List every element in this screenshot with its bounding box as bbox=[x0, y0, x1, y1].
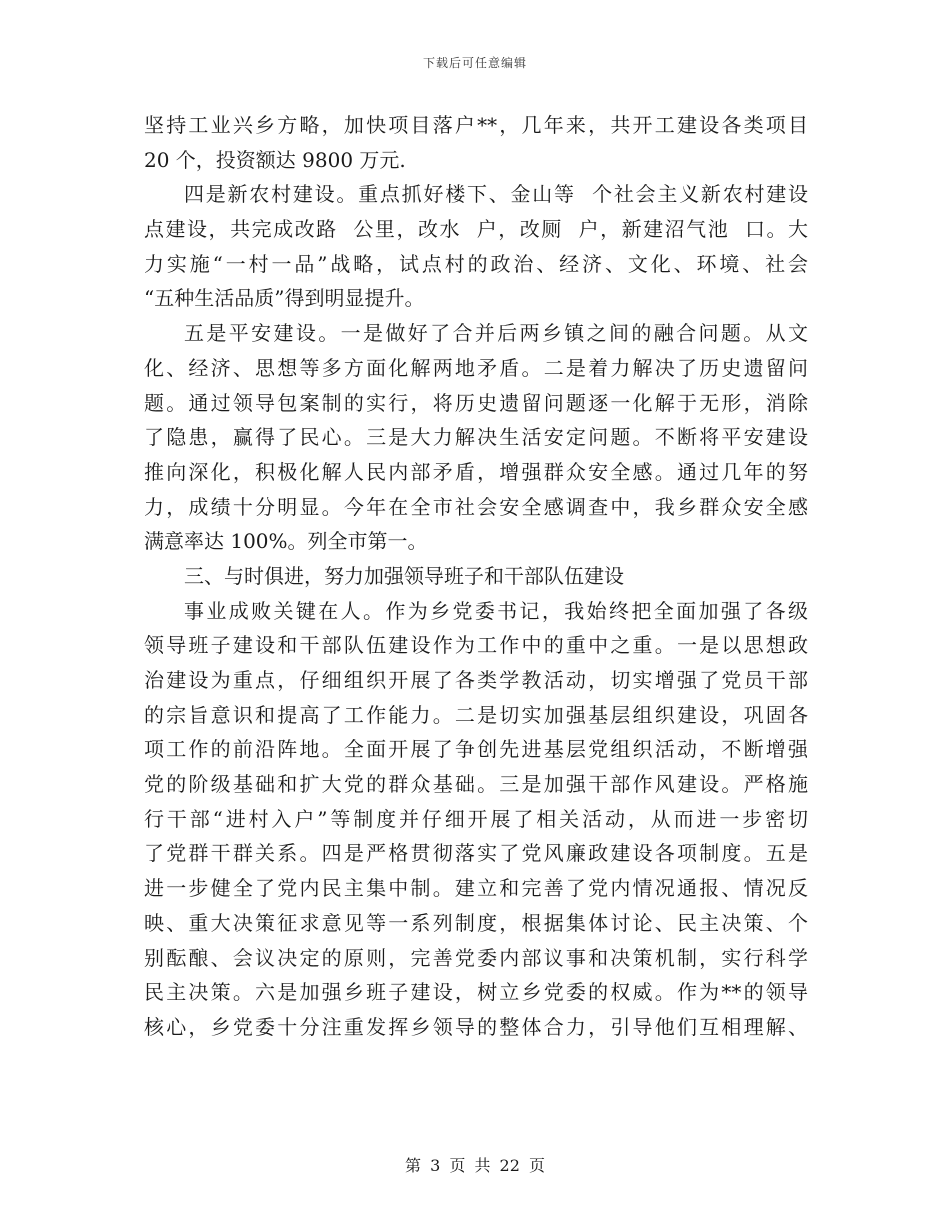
text-line: 坚持工业兴乡方略，加快项目落户**，几年来，共开工建设各类项目 bbox=[144, 113, 808, 137]
text-line: 项工作的前沿阵地。全面开展了争创先进基层党组织活动，不断增强 bbox=[144, 737, 808, 762]
text-line: 题。通过领导包案制的实行，将历史遗留问题逐一化解于无形，消除 bbox=[144, 390, 808, 415]
text-line: 民主决策。六是加强乡班子建设，树立乡党委的权威。作为**的领导 bbox=[144, 980, 808, 1005]
text-line: 进一步健全了党内民主集中制。建立和完善了党内情况通报、情况反 bbox=[144, 876, 808, 901]
text-line: 力实施“一村一品”战略，试点村的政治、经济、文化、环境、社会 bbox=[144, 251, 808, 276]
text-line: 化、经济、思想等多方面化解两地矛盾。二是着力解决了历史遗留问 bbox=[144, 355, 808, 380]
text-line: 推向深化，积极化解人民内部矛盾，增强群众安全感。通过几年的努 bbox=[144, 459, 808, 484]
text-line: 20 个，投资额达 9800 万元. bbox=[144, 147, 406, 172]
text-line: 了党群干群关系。四是严格贯彻落实了党风廉政建设各项制度。五是 bbox=[144, 841, 808, 866]
text-line: 领导班子建设和干部队伍建设作为工作中的重中之重。一是以思想政 bbox=[144, 633, 808, 658]
text-line: 的宗旨意识和提高了工作能力。二是切实加强基层组织建设，巩固各 bbox=[144, 702, 808, 727]
text-line: 了隐患，赢得了民心。三是大力解决生活安定问题。不断将平安建设 bbox=[144, 425, 808, 450]
text-line: 力，成绩十分明显。今年在全市社会安全感调查中，我乡群众安全感 bbox=[144, 494, 808, 519]
document-body bbox=[144, 108, 808, 1045]
text-line: 四是新农村建设。重点抓好楼下、金山等 个社会主义新农村建设 bbox=[184, 182, 808, 207]
text-line: 党的阶级基础和扩大党的群众基础。三是加强干部作风建设。严格施 bbox=[144, 772, 808, 797]
text-line: 治建设为重点，仔细组织开展了各类学教活动，切实增强了党员干部 bbox=[144, 668, 808, 692]
page-footer: 第 3 页 共 22 页 bbox=[405, 1156, 545, 1175]
text-line: 点建设，共完成改路 公里，改水 户，改厕 户，新建沼气池 口。大 bbox=[144, 217, 808, 242]
text-line: 行干部“进村入户”等制度并仔细开展了相关活动，从而进一步密切 bbox=[144, 806, 808, 831]
text-line: 满意率达 100%。列全市第一。 bbox=[144, 529, 428, 554]
text-line: 别酝酿、会议决定的原则，完善党委内部议事和决策机制，实行科学 bbox=[144, 945, 808, 970]
page-header: 下载后可任意编辑 bbox=[422, 56, 527, 70]
text-line: 核心，乡党委十分注重发挥乡领导的整体合力，引导他们互相理解、 bbox=[144, 1014, 808, 1039]
text-line: 映、重大决策征求意见等一系列制度，根据集体讨论、民主决策、个 bbox=[144, 910, 808, 935]
text-line: 事业成败关键在人。作为乡党委书记，我始终把全面加强了各级 bbox=[184, 598, 808, 623]
text-line: 五是平安建设。一是做好了合并后两乡镇之间的融合问题。从文 bbox=[184, 321, 808, 346]
text-line: “五种生活品质”得到明显提升。 bbox=[144, 286, 425, 311]
text-line: 三、与时俱进，努力加强领导班子和干部队伍建设 bbox=[184, 563, 624, 588]
